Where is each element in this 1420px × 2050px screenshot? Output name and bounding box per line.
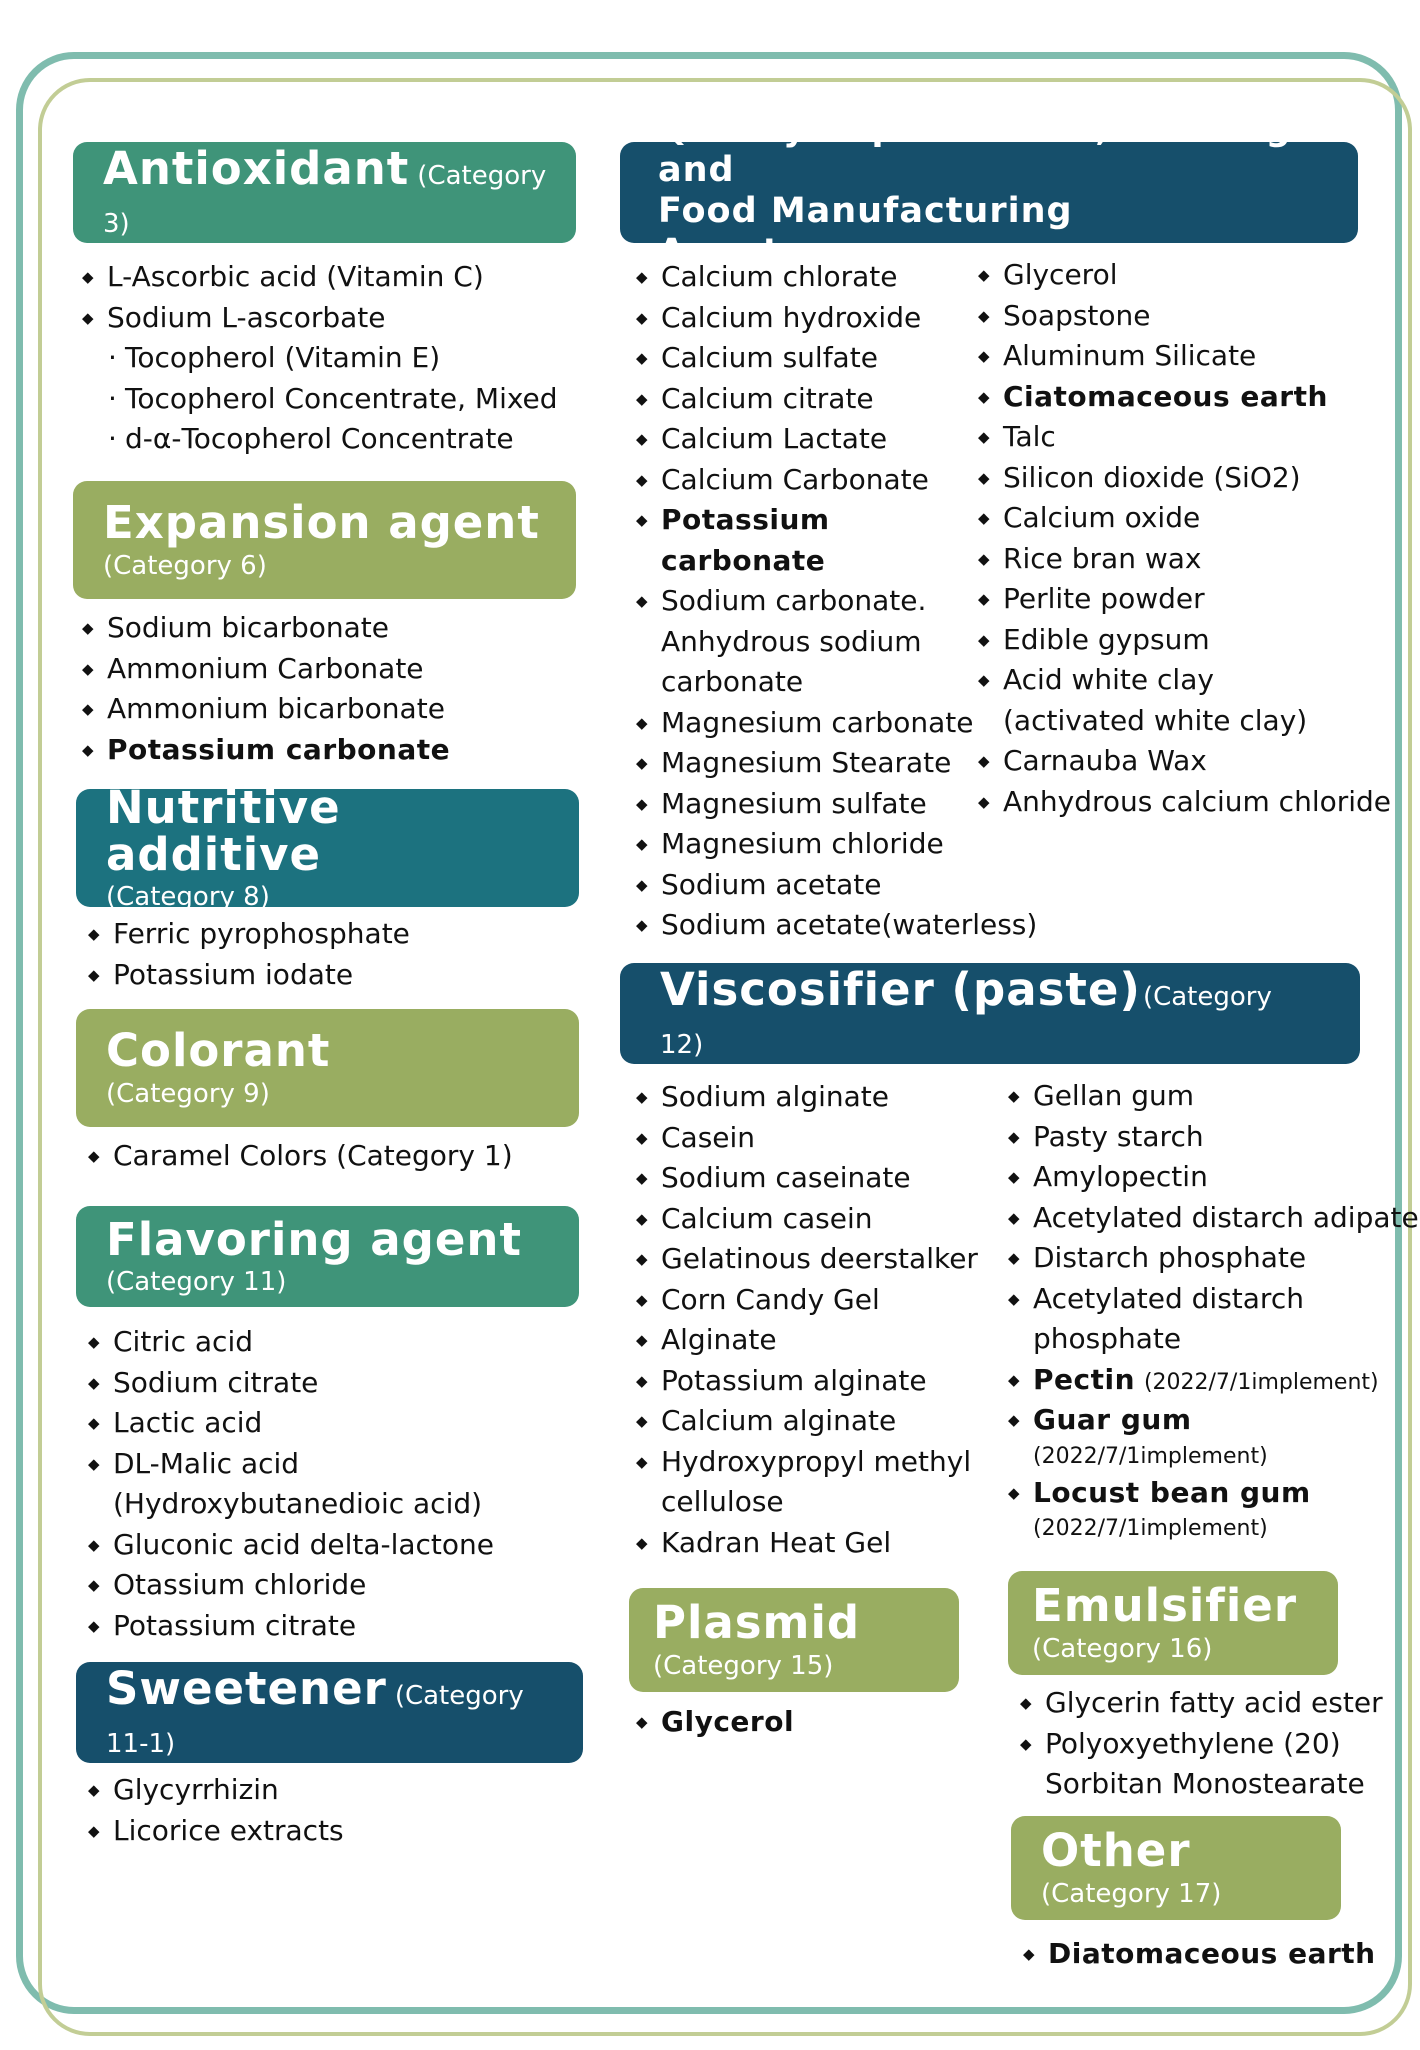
colorant-category: (Category 9) bbox=[106, 1078, 270, 1109]
list-item: ◆ Acetylated distarch bbox=[1008, 1279, 1419, 1320]
other-list bbox=[1023, 1934, 1376, 1975]
list-item: (Hydroxybutanedioic acid) bbox=[113, 1487, 483, 1520]
list-item: ◆ Ammonium bicarbonate bbox=[82, 689, 450, 730]
list-item: ◆ DL-Malic acid bbox=[88, 1444, 494, 1485]
list-item: Sorbitan Monostearate bbox=[1045, 1767, 1365, 1800]
expansion-header bbox=[73, 481, 576, 599]
colorant-header bbox=[76, 1009, 579, 1127]
list-item: ◆ Calcium sulfate bbox=[636, 338, 1037, 379]
list-item: ◆ Calcium citrate bbox=[636, 379, 1037, 420]
nutritive-header bbox=[76, 780, 579, 913]
list-item: ◆ Glycyrrhizin bbox=[88, 1770, 344, 1811]
list-item: ◆ Acetylated distarch adipate bbox=[1008, 1198, 1419, 1239]
plasmid-list bbox=[636, 1702, 794, 1743]
list-item: ◆ Diatomaceous earth bbox=[1023, 1934, 1376, 1975]
list-item: ◆ Casein bbox=[636, 1118, 978, 1159]
list-item: ◆ Perlite powder bbox=[978, 579, 1391, 620]
antioxidant-title: Antioxidant bbox=[103, 142, 410, 196]
quality-category: (Category 7) bbox=[810, 240, 975, 270]
list-item: ◆ Calcium oxide bbox=[978, 498, 1391, 539]
plasmid-category: (Category 15) bbox=[653, 1650, 834, 1681]
list-item: · Tocopherol Concentrate, Mixed bbox=[82, 379, 558, 420]
list-item: carbonate bbox=[661, 543, 826, 577]
list-item: ◆ Acid white clay bbox=[978, 660, 1391, 701]
list-item: ◆ Ammonium Carbonate bbox=[82, 649, 450, 690]
emulsifier-title: Emulsifier bbox=[1032, 1579, 1298, 1633]
emulsifier-list bbox=[1020, 1683, 1383, 1805]
viscosifier-left-list bbox=[636, 1077, 978, 1563]
list-item: ◆ Sodium carbonate. bbox=[636, 581, 1037, 622]
list-item: ◆ Potassium bbox=[636, 500, 1037, 541]
list-item: ◆ Anhydrous calcium chloride bbox=[978, 782, 1391, 823]
list-item: ◆ Potassium alginate bbox=[636, 1361, 978, 1402]
list-item: ◆ Potassium citrate bbox=[88, 1606, 494, 1647]
other-category: (Category 17) bbox=[1041, 1878, 1222, 1909]
list-item: ◆ Aluminum Silicate bbox=[978, 336, 1391, 377]
list-item: ◆ L-Ascorbic acid (Vitamin C) bbox=[82, 257, 558, 298]
antioxidant-list bbox=[82, 257, 558, 460]
implement-note: (2022/7/1implement) bbox=[1033, 1443, 1268, 1469]
list-item: ◆ Licorice extracts bbox=[88, 1811, 344, 1852]
list-item: Anhydrous sodium bbox=[661, 624, 922, 658]
other-title: Other bbox=[1041, 1824, 1191, 1878]
viscosifier-right-list bbox=[1008, 1076, 1419, 1545]
list-item: ◆ Caramel Colors (Category 1) bbox=[88, 1136, 513, 1177]
list-item: ◆ Pasty starch bbox=[1008, 1117, 1419, 1158]
list-item: ◆ Amylopectin bbox=[1008, 1157, 1419, 1198]
list-item: (activated white clay) bbox=[1003, 703, 1308, 737]
nutritive-list bbox=[88, 914, 410, 995]
viscosifier-header bbox=[620, 963, 1360, 1064]
list-item: ◆ Glycerol bbox=[636, 1702, 794, 1743]
quality-right-list bbox=[978, 255, 1391, 822]
list-item: · d-α-Tocopherol Concentrate bbox=[82, 419, 558, 460]
list-item: ◆ Sodium citrate bbox=[88, 1363, 494, 1404]
list-item: ◆ Calcium Lactate bbox=[636, 419, 1037, 460]
list-item: ◆ Calcium chlorate bbox=[636, 257, 1037, 298]
list-item: ◆ Magnesium Stearate bbox=[636, 743, 1037, 784]
list-item bbox=[1008, 1360, 1419, 1401]
list-item: ◆ Distarch phosphate bbox=[1008, 1238, 1419, 1279]
list-item: ◆ Sodium L-ascorbate bbox=[82, 298, 558, 339]
list-item: ◆ Alginate bbox=[636, 1320, 978, 1361]
list-item: cellulose bbox=[661, 1485, 784, 1518]
list-item: ◆ Magnesium carbonate bbox=[636, 703, 1037, 744]
flavoring-list bbox=[88, 1322, 494, 1646]
expansion-title: Expansion agent bbox=[103, 496, 540, 550]
list-item: ◆ Calcium casein bbox=[636, 1199, 978, 1240]
flavoring-title: Flavoring agent bbox=[106, 1212, 522, 1266]
nutritive-category: (Category 8) bbox=[106, 882, 270, 913]
colorant-list bbox=[88, 1136, 513, 1177]
list-item: ◆ Gluconic acid delta-lactone bbox=[88, 1525, 494, 1566]
colorant-title: Colorant bbox=[106, 1024, 331, 1078]
list-item: phosphate bbox=[1033, 1322, 1182, 1355]
emulsifier-header bbox=[1008, 1571, 1338, 1675]
implement-note: (2022/7/1implement) bbox=[1033, 1516, 1268, 1541]
other-header bbox=[1011, 1816, 1341, 1920]
quality-header bbox=[620, 109, 1358, 272]
list-item: ◆ Polyoxyethylene (20) bbox=[1020, 1724, 1383, 1765]
quality-title-line2: Food Manufacturing Agents bbox=[658, 191, 1073, 272]
viscosifier-title: Viscosifier (paste) bbox=[660, 963, 1141, 1017]
list-item: ◆ Sodium caseinate bbox=[636, 1158, 978, 1199]
list-item: ◆ Citric acid bbox=[88, 1322, 494, 1363]
list-item: ◆ Calcium hydroxide bbox=[636, 298, 1037, 339]
list-item: ◆ Corn Candy Gel bbox=[636, 1280, 978, 1321]
list-item: ◆ Sodium alginate bbox=[636, 1077, 978, 1118]
antioxidant-category: (Category 3) bbox=[103, 161, 547, 239]
list-item: carbonate bbox=[661, 665, 804, 698]
list-item: ◆ Magnesium chloride bbox=[636, 824, 1037, 865]
sweetener-category: (Category 11-1) bbox=[106, 1681, 524, 1759]
list-item: ◆ Rice bran wax bbox=[978, 539, 1391, 580]
list-item: ◆ Magnesium sulfate bbox=[636, 784, 1037, 825]
list-item: ◆ Kadran Heat Gel bbox=[636, 1523, 978, 1564]
implement-note: (2022/7/1implement) bbox=[1143, 1369, 1379, 1395]
flavoring-category: (Category 11) bbox=[106, 1267, 287, 1298]
list-item: ◆ Gellan gum bbox=[1008, 1076, 1419, 1117]
list-item: ◆ Guar gum bbox=[1008, 1400, 1419, 1441]
sweetener-header bbox=[76, 1662, 583, 1763]
sweetener-title: Sweetener bbox=[106, 1662, 387, 1716]
list-item: ◆ Glycerin fatty acid ester bbox=[1020, 1683, 1383, 1724]
list-item: ◆ Lactic acid bbox=[88, 1403, 494, 1444]
list-item: ◆ Ferric pyrophosphate bbox=[88, 914, 410, 955]
viscosifier-category: (Category 12) bbox=[660, 982, 1272, 1060]
list-item: ◆ Calcium Carbonate bbox=[636, 460, 1037, 501]
list-item: ◆ Ciatomaceous earth bbox=[978, 377, 1391, 418]
list-item: ◆ Sodium acetate bbox=[636, 865, 1037, 906]
emulsifier-category: (Category 16) bbox=[1032, 1633, 1213, 1664]
list-item: ◆ Hydroxypropyl methyl bbox=[636, 1442, 978, 1483]
list-item: ◆ Carnauba Wax bbox=[978, 741, 1391, 782]
list-item: ◆ Silicon dioxide (SiO2) bbox=[978, 458, 1391, 499]
plasmid-title: Plasmid bbox=[653, 1596, 861, 1650]
list-item: ◆ Locust bean gum bbox=[1008, 1473, 1419, 1514]
list-item: ◆ Edible gypsum bbox=[978, 620, 1391, 661]
sweetener-list bbox=[88, 1770, 344, 1851]
list-item: ◆ Gelatinous deerstalker bbox=[636, 1239, 978, 1280]
list-item: ◆ Soapstone bbox=[978, 296, 1391, 337]
list-item: ◆ Potassium iodate bbox=[88, 955, 410, 996]
list-item: ◆ Glycerol bbox=[978, 255, 1391, 296]
flavoring-header bbox=[76, 1206, 579, 1307]
pectin-label: Pectin bbox=[1033, 1362, 1136, 1396]
list-item: ◆ Otassium chloride bbox=[88, 1565, 494, 1606]
list-item: ◆ Talc bbox=[978, 417, 1391, 458]
plasmid-header bbox=[629, 1588, 959, 1692]
list-item: ◆ Sodium acetate(waterless) bbox=[636, 905, 1037, 946]
list-item: ◆ Sodium bicarbonate bbox=[82, 608, 450, 649]
expansion-category: (Category 6) bbox=[103, 550, 267, 581]
list-item: ◆ Calcium alginate bbox=[636, 1401, 978, 1442]
list-item: ◆ Potassium carbonate bbox=[82, 730, 450, 771]
nutritive-title: Nutritive additive bbox=[106, 780, 341, 881]
quality-title-line1: Quality Improvement, Brewing and bbox=[658, 109, 1292, 190]
expansion-list bbox=[82, 608, 450, 770]
antioxidant-header bbox=[73, 142, 576, 243]
list-item: · Tocopherol (Vitamin E) bbox=[82, 338, 558, 379]
